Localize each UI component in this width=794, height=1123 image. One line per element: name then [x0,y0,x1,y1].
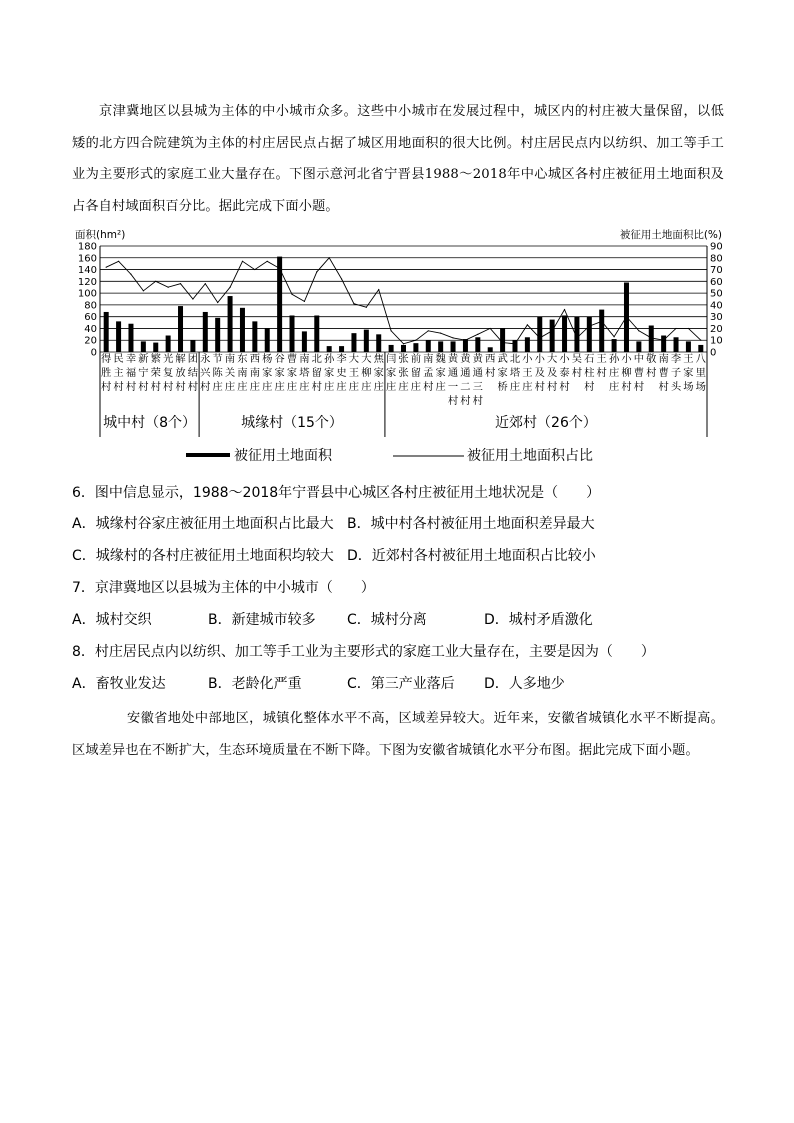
category-label-char: 新 [138,353,149,365]
category-label-char: 村 [472,395,483,407]
bar [537,317,542,352]
group-label: 城中村（8个） [103,415,197,431]
category-label-char: 西 [249,353,260,365]
y2-tick-label: 10 [710,335,723,347]
bar [698,345,703,352]
category-label-char: 曹 [658,367,669,379]
bar [401,345,406,352]
bar [190,340,195,352]
category-label-char: 庄 [286,381,298,393]
category-label-char: 庄 [224,381,236,393]
category-label-char: 庄 [410,381,422,393]
category-label-char: 王 [683,353,694,365]
category-label-char: 村 [101,381,112,393]
category-label-char: 庄 [299,381,310,393]
passage-1: 京津冀地区以县城为主体的中小城市众多。这些中小城市在发展过程中，城区内的村庄被大量保留，以低矮的北方四合院建筑为主体的村庄居民点占据了城区用地面积的很大比例。村庄居民点内以纺织、加工等手工业为主要形式的家庭工业大量存在。下图示意河北省宁晋县1988～2018年中心城区各村庄被征用土地面积及占各自村域面积百分比。据此完成下面小题。 [72,104,724,214]
bar [550,320,555,352]
bar [141,341,146,352]
bar [128,324,133,352]
category-label-char: 头 [670,381,682,393]
question-8-option-b[interactable]: B．老龄化严重 [208,676,302,692]
question-7-option-d[interactable]: D．城村矛盾激化 [484,612,593,628]
category-label-char: 及 [534,367,545,379]
category-label-char: 柱 [584,367,595,379]
ratio-point [613,336,614,337]
category-label-char: 南 [224,353,236,365]
category-label-char: 庄 [274,381,285,393]
legend-bar-label: 被征用土地面积 [234,448,332,464]
bar [215,318,220,352]
category-label-char: 解 [175,353,186,365]
category-label-char: 八 [695,353,706,365]
y2-tick-label: 50 [710,288,723,300]
category-label-char: 村 [447,395,459,407]
category-label-char: 家 [497,367,508,379]
bar [240,308,245,352]
bar [364,330,369,352]
ratio-point [391,330,392,331]
category-label-char: 魏 [435,353,446,365]
question-6-option-d[interactable]: D．近郊村各村被征用土地面积占比较小 [347,548,596,564]
question-7-option-c[interactable]: C．城村分离 [347,612,427,628]
category-label-char: 庄 [324,381,335,393]
category-label-char: 庄 [398,381,409,393]
category-label-char: 村 [423,381,434,393]
ratio-point [688,328,689,329]
bar-line-chart [0,0,794,480]
bar [512,340,517,352]
group-label: 城缘村（15个） [241,415,343,431]
bar [463,339,468,352]
category-label-char: 永 [200,353,211,365]
y2-tick-label: 90 [710,241,723,253]
category-label-char: 王 [348,367,360,379]
bar [488,347,493,352]
category-label-char: 村 [584,381,595,393]
category-label-char: 南 [237,367,248,379]
category-label-char: 张 [398,353,409,365]
category-label-char: 荣 [150,367,161,379]
category-label-char: 南 [423,353,434,365]
passage-2: 安徽省地处中部地区，城镇化整体水平不高，区域差异较大。近年来，安徽省城镇化水平不断提高。区域差异也在不断扩大，生态环境质量在不断下降。下图为安徽省城镇化水平分布图。据此完成下面小题。 [72,711,724,758]
category-label-char: 场 [683,381,694,393]
ratio-point [217,302,218,303]
chart-bars [104,257,704,352]
ratio-line [106,258,701,344]
category-label-char: 留 [410,367,422,379]
category-label-char: 村 [621,381,632,393]
category-label-char: 通 [460,367,471,379]
category-label-char: 小 [559,353,570,365]
category-label-char: 庄 [509,381,521,393]
bar [426,340,431,352]
y-tick-label: 120 [77,276,97,288]
category-label-char: 村 [162,381,174,393]
category-label-char: 南 [249,367,260,379]
ratio-point [638,330,639,331]
category-label-char: 庄 [237,381,248,393]
ratio-point [564,309,565,310]
category-label-char: 村 [200,381,211,393]
category-label-char: 孟 [423,367,434,379]
category-label-char: 北 [311,353,322,365]
chart-grid [100,246,707,352]
category-label-char: 桥 [497,381,508,393]
category-label-char: 大 [547,353,558,365]
group-label: 近郊村（26个） [495,415,597,431]
category-label-char: 村 [187,381,199,393]
ratio-point [663,340,664,341]
category-label-char: 家 [683,367,694,379]
category-label-char: 小 [534,353,545,365]
bar [686,341,691,352]
category-label-char: 家 [324,367,335,379]
category-label-char: 石 [584,353,595,365]
category-label-char: 大 [348,353,360,365]
bar [562,315,567,352]
bar [339,346,344,352]
category-label-char: 焦 [373,353,384,365]
ratio-point [477,334,478,335]
category-label-char: 场 [695,381,706,393]
y-axis-title: 面积(hm²) [75,229,126,241]
category-label-char: 孙 [608,353,620,365]
category-label-char: 村 [138,381,149,393]
category-label-char: 大 [361,353,372,365]
bar [389,345,394,352]
ratio-point [267,261,268,262]
category-label-char: 黄 [447,353,459,365]
ratio-point [440,333,441,334]
ratio-point [626,316,627,317]
category-label-char: 柳 [621,367,632,379]
bar [351,333,356,352]
category-label-char: 村 [571,367,583,379]
category-label-char: 张 [398,367,409,379]
y2-tick-label: 60 [710,276,723,288]
category-label-char: 通 [447,367,459,379]
ratio-point [589,325,590,326]
category-label-char: 村 [646,367,657,379]
category-label-char: 李 [670,353,682,365]
category-label-char: 村 [113,381,124,393]
ratio-point [552,330,553,331]
bar [166,336,171,352]
y-tick-label: 140 [77,265,97,277]
bar [252,321,257,352]
category-label-char: 庄 [348,381,360,393]
ratio-point [118,261,119,262]
ratio-point [465,340,466,341]
bar [612,339,617,352]
category-label-char: 留 [311,367,322,379]
ratio-point [168,287,169,288]
category-label-char: 庄 [608,367,620,379]
ratio-point [143,290,144,291]
category-label-char: 二 [460,381,471,393]
ratio-point [452,337,453,338]
category-label-char: 王 [596,353,607,365]
category-label-char: 塔 [509,367,521,379]
ratio-point [205,283,206,284]
ratio-point [502,342,503,343]
category-label-char: 杨 [262,353,273,365]
question-8-option-d[interactable]: D．人多地少 [484,676,565,692]
y-tick-label: 100 [77,288,97,300]
category-label-char: 柳 [361,367,372,379]
bar [475,337,480,352]
ratio-point [539,337,540,338]
category-label-char: 南 [658,353,669,365]
category-label-char: 光 [162,353,174,365]
ratio-point [329,257,330,258]
category-label-char: 结 [187,367,199,379]
ratio-point [304,301,305,302]
bar [438,341,443,352]
category-label-char: 黄 [460,353,471,365]
category-label-char: 家 [385,367,397,379]
ratio-point [403,343,404,344]
bar [674,337,679,352]
category-label-char: 曹 [633,367,645,379]
bar [413,343,418,352]
bar [277,257,282,352]
ratio-point [651,337,652,338]
question-6-stem: 6．图中信息显示，1988～2018年宁晋县中心城区各村庄被征用土地状况是（ ） [72,485,601,501]
category-label-char: 吴 [571,353,583,365]
category-label-char: 泰 [559,367,570,379]
ratio-point [514,343,515,344]
category-label-char: 里 [695,367,706,379]
category-label-char: 村 [547,381,558,393]
category-label-char: 庄 [336,381,347,393]
ratio-point [378,289,379,290]
category-label-char: 民 [113,353,124,365]
category-label-char: 村 [559,381,570,393]
category-label-char: 庄 [361,381,372,393]
ratio-point [316,271,317,272]
bar [649,326,654,353]
category-label-char: 家 [274,367,285,379]
ratio-point [428,330,429,331]
question-8-option-a[interactable]: A．畜牧业发达 [72,676,166,692]
category-label-char: 史 [336,367,347,379]
question-7-option-b[interactable]: B．新建城市较多 [208,612,316,628]
category-label-char: 村 [658,381,669,393]
category-label-char: 黄 [472,353,483,365]
bar [451,341,456,352]
y-tick-label: 60 [84,312,97,324]
category-label-char: 塔 [299,367,310,379]
ratio-point [279,268,280,269]
y2-tick-label: 20 [710,323,723,335]
category-label-char: 北 [509,353,521,365]
category-label-char: 关 [224,367,236,379]
y2-tick-label: 70 [710,265,723,277]
chart-legend [186,447,593,464]
category-label-char: 庄 [608,381,620,393]
ratio-point [291,294,292,295]
question-6-option-b[interactable]: B．城中村各村被征用土地面积差异最大 [347,516,595,532]
bar [265,328,270,352]
category-label-char: 团 [187,353,199,365]
y-tick-label: 0 [90,347,97,359]
bar [302,331,307,352]
question-8-stem: 8．村庄居民点内以纺织、加工等手工业为主要形式的家庭工业大量存在，主要是因为（ ） [72,644,655,660]
y-tick-label: 20 [84,335,97,347]
category-label-char: 闫 [385,353,397,365]
category-label-char: 繁 [150,353,161,365]
category-label-char: 庄 [373,381,384,393]
category-label-char: 村 [311,381,322,393]
category-label-char: 南 [299,353,310,365]
ratio-point [130,274,131,275]
category-label-char: 胜 [101,367,112,379]
category-label-char: 放 [175,367,186,379]
ratio-point [155,281,156,282]
y-tick-label: 80 [84,300,97,312]
chart-line [106,257,702,344]
ratio-point [254,269,255,270]
ratio-point [675,328,676,329]
category-label-char: 节 [212,353,223,365]
category-label-char: 村 [485,367,496,379]
category-label-char: 李 [336,353,347,365]
category-label-char: 幸 [125,353,137,365]
category-label-char: 前 [410,353,422,365]
category-label-char: 孙 [324,353,335,365]
category-label-char: 庄 [262,381,273,393]
category-label-char: 中 [633,353,645,365]
bar [178,306,183,352]
bar [153,343,158,352]
category-label-char: 家 [435,367,446,379]
y-tick-label: 180 [77,241,97,253]
category-label-char: 子 [670,367,682,379]
category-label-char: 村 [633,381,645,393]
category-label-char: 主 [113,367,124,379]
ratio-point [192,298,193,299]
category-label-char: 曹 [286,353,298,365]
legend-line-label: 被征用土地面积占比 [467,448,593,464]
ratio-point [576,337,577,338]
question-6-option-a[interactable]: A．城缘村谷家庄被征用土地面积占比最大 [72,516,334,532]
category-label-char: 家 [262,367,273,379]
ratio-point [180,283,181,284]
bar [327,346,332,352]
category-label-char: 宁 [138,367,149,379]
category-label-char: 小 [522,353,533,365]
category-label-char: 一 [447,381,459,393]
question-7-option-a[interactable]: A．城村交织 [72,612,152,628]
y2-tick-label: 30 [710,312,723,324]
bar [203,312,208,352]
bar [376,334,381,352]
category-label-char: 家 [373,367,384,379]
ratio-point [601,321,602,322]
category-label-char: 东 [237,353,248,365]
bar [587,317,592,352]
category-label-char: 庄 [385,381,397,393]
ratio-point [106,267,107,268]
ratio-point [490,328,491,329]
category-label-char: 西 [485,353,496,365]
category-label-char: 谷 [274,353,285,365]
y-tick-label: 40 [84,323,97,335]
bar [525,337,530,352]
category-label-char: 庄 [522,381,533,393]
ratio-point [527,324,528,325]
question-7-stem: 7．京津冀地区以县城为主体的中小城市（ ） [72,580,375,596]
category-label-char: 小 [621,353,632,365]
category-label-char: 复 [162,367,174,379]
category-label-char: 村 [175,381,186,393]
category-label-char: 庄 [249,381,260,393]
ratio-point [341,278,342,279]
category-label-char: 武 [497,353,508,365]
y2-tick-label: 0 [710,347,717,359]
bar [116,321,121,352]
category-label-char: 村 [150,381,161,393]
y2-tick-label: 40 [710,300,723,312]
ratio-point [700,340,701,341]
ratio-point [366,307,367,308]
bar [314,315,319,352]
category-label-char: 庄 [212,381,223,393]
category-label-char: 福 [125,367,137,379]
category-label-char: 敬 [646,353,657,365]
category-label-char: 家 [286,367,298,379]
category-label-char: 村 [596,367,607,379]
category-label-char: 通 [472,367,483,379]
category-label-char: 得 [101,353,112,365]
ratio-point [415,340,416,341]
question-8-option-c[interactable]: C．第三产业落后 [347,676,455,692]
category-label-char: 陈 [212,367,223,379]
ratio-point [229,287,230,288]
y-tick-label: 160 [77,253,97,265]
y2-axis-title: 被征用土地面积比(%) [619,229,722,241]
category-label-char: 村 [460,395,471,407]
bar [228,296,233,352]
bar [636,341,641,352]
bar [599,310,604,352]
category-label-char: 三 [472,381,483,393]
category-label-char: 兴 [200,367,211,379]
category-label-char: 庄 [435,381,446,393]
bar [104,312,109,352]
category-label-char: 村 [534,381,545,393]
category-label-char: 王 [522,367,533,379]
category-label-char: 及 [547,367,558,379]
y2-tick-label: 80 [710,253,723,265]
bar [290,315,295,352]
ratio-point [242,261,243,262]
ratio-point [353,303,354,304]
category-label-char: 村 [125,381,137,393]
question-6-option-c[interactable]: C．城缘村的各村庄被征用土地面积均较大 [72,548,334,564]
